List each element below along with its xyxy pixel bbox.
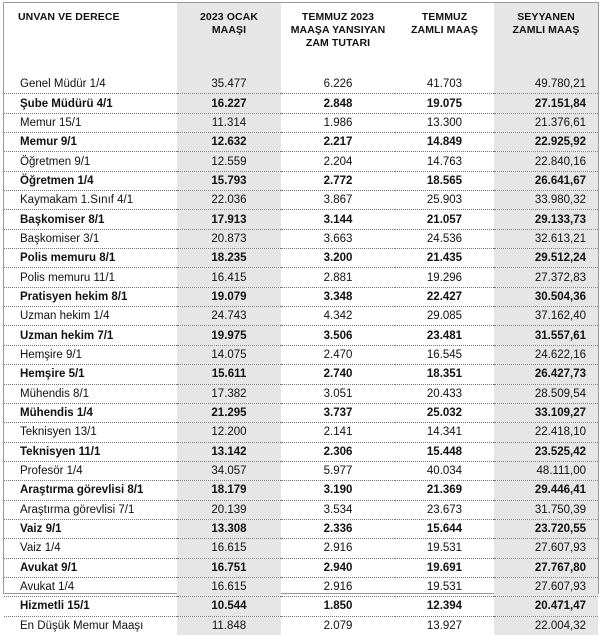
raise-amount-cell: 6.226	[281, 75, 395, 94]
raise-amount-cell: 3.190	[281, 481, 395, 500]
salary-table	[4, 3, 598, 635]
table-row	[4, 113, 598, 132]
table-row	[4, 210, 598, 229]
raise-amount-cell: 3.867	[281, 191, 395, 210]
flat-raise-salary-cell: 37.162,40	[494, 307, 598, 326]
table-row	[4, 307, 598, 326]
table-header	[4, 3, 598, 75]
flat-raise-salary-cell: 49.780,21	[494, 75, 598, 94]
flat-raise-salary-cell: 29.512,24	[494, 249, 598, 268]
title-cell: Şube Müdürü 4/1	[4, 94, 177, 113]
flat-raise-salary-cell: 27.151,84	[494, 94, 598, 113]
raise-amount-cell: 2.079	[323, 619, 353, 632]
raised-salary-cell: 14.763	[395, 152, 494, 171]
raise-amount-cell: 2.772	[281, 171, 395, 190]
flat-raise-salary-cell: 28.509,54	[494, 384, 598, 403]
title-cell: Profesör 1/4	[4, 461, 177, 480]
header-line: ZAM TUTARI	[305, 37, 371, 49]
raise-amount-cell: 3.534	[281, 500, 395, 519]
jan-salary-cell: 20.139	[177, 500, 281, 519]
flat-raise-salary-cell: 22.418,10	[494, 423, 598, 442]
raise-amount-cell: 3.506	[281, 326, 395, 345]
raise-amount-cell: 2.204	[281, 152, 395, 171]
table-row	[4, 249, 598, 268]
flat-raise-salary-cell: 23.720,55	[494, 519, 598, 538]
header-line: ZAMLI MAAŞ	[411, 24, 478, 36]
raised-salary-cell: 20.433	[395, 384, 494, 403]
raise-amount-cell: 2.217	[281, 133, 395, 152]
table-row	[4, 597, 598, 616]
jan-salary-cell: 34.057	[177, 461, 281, 480]
raised-salary-cell: 19.075	[395, 94, 494, 113]
flat-raise-salary-cell: 24.622,16	[494, 345, 598, 364]
jan-salary-cell: 15.793	[177, 171, 281, 190]
flat-raise-salary-cell: 32.613,21	[494, 229, 598, 248]
raised-salary-cell: 21.435	[395, 249, 494, 268]
jan-salary-cell: 21.295	[177, 403, 281, 422]
raised-salary-cell: 41.703	[395, 75, 494, 94]
raised-salary-cell: 14.341	[395, 423, 494, 442]
jan-salary-cell: 16.615	[177, 577, 281, 596]
header-line: TEMMUZ	[421, 11, 468, 23]
table-row	[4, 75, 598, 94]
raise-amount-cell: 4.342	[281, 307, 395, 326]
jan-salary-cell: 12.200	[177, 423, 281, 442]
raised-salary-cell: 18.565	[395, 171, 494, 190]
header-line: TEMMUZ 2023	[301, 11, 375, 23]
jan-salary-cell: 20.873	[177, 229, 281, 248]
title-cell: Hemşire 5/1	[4, 365, 177, 384]
title-cell: Teknisyen 13/1	[4, 423, 177, 442]
raised-salary-cell: 24.536	[395, 229, 494, 248]
raised-salary-cell: 23.481	[395, 326, 494, 345]
flat-raise-salary-cell: 30.504,36	[494, 287, 598, 306]
flat-raise-salary-cell: 26.641,67	[494, 171, 598, 190]
raise-amount-cell: 2.740	[281, 365, 395, 384]
jan-salary-cell: 14.075	[177, 345, 281, 364]
raise-amount-cell: 3.348	[281, 287, 395, 306]
title-cell: Vaiz 1/4	[4, 539, 177, 558]
title-cell: Başkomiser 8/1	[4, 210, 177, 229]
title-cell: Uzman hekim 7/1	[4, 326, 177, 345]
raise-amount-cell: 2.306	[281, 442, 395, 461]
title-cell: Hemşire 9/1	[4, 345, 177, 364]
raised-salary-cell: 25.032	[395, 403, 494, 422]
raise-amount-cell: 2.470	[281, 345, 395, 364]
header-row	[4, 3, 598, 75]
raised-salary-cell: 21.369	[395, 481, 494, 500]
title-cell: Memur 15/1	[4, 113, 177, 132]
title-cell: Vaiz 9/1	[4, 519, 177, 538]
table-row	[4, 577, 598, 596]
raised-salary-cell: 22.427	[395, 287, 494, 306]
raise-amount-cell: 3.663	[281, 229, 395, 248]
title-cell: Öğretmen 9/1	[4, 152, 177, 171]
header-jan-2023-salary	[177, 3, 281, 75]
flat-raise-salary-cell: 27.767,80	[494, 558, 598, 577]
jan-salary-cell: 19.975	[177, 326, 281, 345]
title-cell: Başkomiser 3/1	[4, 229, 177, 248]
flat-raise-salary-cell: 27.607,93	[494, 577, 598, 596]
title-cell: Avukat 9/1	[4, 558, 177, 577]
raised-salary-cell: 40.034	[395, 461, 494, 480]
raised-salary-cell: 25.903	[395, 191, 494, 210]
title-cell: Polis memuru 8/1	[4, 249, 177, 268]
raised-salary-cell: 12.394	[395, 597, 494, 616]
table-row	[4, 461, 598, 480]
jan-salary-cell: 18.179	[177, 481, 281, 500]
title-cell: Polis memuru 11/1	[4, 268, 177, 287]
raised-salary-cell: 15.448	[395, 442, 494, 461]
jan-salary-cell: 16.415	[177, 268, 281, 287]
flat-raise-salary-cell: 33.980,32	[494, 191, 598, 210]
title-cell: Hizmetli 15/1	[4, 597, 177, 616]
table-row	[4, 152, 598, 171]
table-row	[4, 326, 598, 345]
jan-salary-cell: 16.227	[177, 94, 281, 113]
raised-salary-cell: 13.927	[426, 619, 463, 632]
table-row	[4, 345, 598, 364]
raised-salary-cell: 18.351	[395, 365, 494, 384]
jan-salary-cell: 22.036	[177, 191, 281, 210]
title-cell: Pratisyen hekim 8/1	[4, 287, 177, 306]
title-cell: Mühendis 1/4	[4, 403, 177, 422]
raised-salary-cell: 19.531	[395, 539, 494, 558]
jan-salary-cell: 16.751	[177, 558, 281, 577]
title-cell: En Düşük Memur Maaşı	[20, 619, 144, 632]
header-line: SEYYANEN	[517, 11, 575, 23]
header-july-raise-amount	[281, 3, 395, 75]
header-flat-raise-salary	[494, 3, 598, 75]
flat-raise-salary-cell: 20.471,47	[494, 597, 598, 616]
table-row	[4, 442, 598, 461]
raised-salary-cell: 16.545	[395, 345, 494, 364]
title-cell: Uzman hekim 1/4	[4, 307, 177, 326]
flat-raise-salary-cell: 27.607,93	[494, 539, 598, 558]
header-title-rank	[4, 3, 177, 75]
jan-salary-cell: 13.142	[177, 442, 281, 461]
flat-raise-salary-cell: 22.840,16	[494, 152, 598, 171]
title-cell: Araştırma görevlisi 8/1	[4, 481, 177, 500]
jan-salary-cell: 12.632	[177, 133, 281, 152]
table-row	[4, 519, 598, 538]
jan-salary-cell: 17.913	[177, 210, 281, 229]
flat-raise-salary-cell: 33.109,27	[494, 403, 598, 422]
flat-raise-salary-cell: 29.133,73	[494, 210, 598, 229]
raised-salary-cell: 13.300	[395, 113, 494, 132]
header-line: UNVAN VE DERECE	[18, 11, 120, 23]
jan-salary-cell: 13.308	[177, 519, 281, 538]
raised-salary-cell: 23.673	[395, 500, 494, 519]
raise-amount-cell: 3.144	[281, 210, 395, 229]
header-line: 2023 OCAK	[199, 11, 259, 23]
raised-salary-cell: 19.691	[395, 558, 494, 577]
raise-amount-cell: 2.336	[281, 519, 395, 538]
flat-raise-salary-cell: 31.557,61	[494, 326, 598, 345]
table-body	[4, 75, 598, 635]
flat-raise-salary-cell: 23.525,42	[494, 442, 598, 461]
raised-salary-cell: 19.531	[395, 577, 494, 596]
flat-raise-salary-cell: 31.750,39	[494, 500, 598, 519]
jan-salary-cell: 17.382	[177, 384, 281, 403]
table-row	[4, 133, 598, 152]
jan-salary-cell: 16.615	[177, 539, 281, 558]
title-cell: Memur 9/1	[4, 133, 177, 152]
title-cell: Avukat 1/4	[4, 577, 177, 596]
raise-amount-cell: 1.850	[281, 597, 395, 616]
table-row	[4, 403, 598, 422]
flat-raise-salary-cell: 29.446,41	[494, 481, 598, 500]
table-row	[4, 365, 598, 384]
jan-salary-cell: 11.314	[177, 113, 281, 132]
raise-amount-cell: 3.737	[281, 403, 395, 422]
jan-salary-cell: 19.079	[177, 287, 281, 306]
table-row	[4, 229, 598, 248]
raise-amount-cell: 3.200	[281, 249, 395, 268]
table-row	[4, 500, 598, 519]
raised-salary-cell: 15.644	[395, 519, 494, 538]
title-cell: Genel Müdür 1/4	[4, 75, 177, 94]
jan-salary-cell: 11.848	[177, 616, 281, 635]
flat-raise-salary-cell: 48.111,00	[494, 461, 598, 480]
title-cell: Araştırma görevlisi 7/1	[4, 500, 177, 519]
raised-salary-cell: 14.849	[395, 133, 494, 152]
raise-amount-cell: 2.916	[281, 539, 395, 558]
raised-salary-cell: 19.296	[395, 268, 494, 287]
header-line: MAAŞI	[211, 24, 247, 36]
header-line: MAAŞA YANSIYAN	[290, 24, 386, 36]
title-cell: Kaymakam 1.Sınıf 4/1	[4, 191, 177, 210]
flat-raise-salary-cell: 27.372,83	[494, 268, 598, 287]
jan-salary-cell: 35.477	[177, 75, 281, 94]
raise-amount-cell: 5.977	[281, 461, 395, 480]
jan-salary-cell: 18.235	[177, 249, 281, 268]
table-row	[4, 171, 598, 190]
raise-amount-cell: 2.940	[281, 558, 395, 577]
flat-raise-salary-cell: 21.376,61	[494, 113, 598, 132]
table-row	[4, 287, 598, 306]
table-row	[4, 558, 598, 577]
raise-amount-cell: 3.051	[281, 384, 395, 403]
header-july-raised-salary	[395, 3, 494, 75]
jan-salary-cell: 15.611	[177, 365, 281, 384]
title-cell: Mühendis 8/1	[4, 384, 177, 403]
table-row	[4, 94, 598, 113]
table-row	[4, 481, 598, 500]
raise-amount-cell: 2.916	[281, 577, 395, 596]
table-row	[4, 539, 598, 558]
title-cell: Öğretmen 1/4	[4, 171, 177, 190]
raise-amount-cell: 2.141	[281, 423, 395, 442]
jan-salary-cell: 24.743	[177, 307, 281, 326]
table-row	[4, 423, 598, 442]
title-cell: Teknisyen 11/1	[4, 442, 177, 461]
flat-raise-salary-cell: 26.427,73	[494, 365, 598, 384]
table-row	[4, 191, 598, 210]
flat-raise-salary-cell: 22.004,32	[494, 616, 598, 635]
raise-amount-cell: 2.848	[281, 94, 395, 113]
table-row	[4, 384, 598, 403]
raised-salary-cell: 21.057	[395, 210, 494, 229]
raise-amount-cell: 2.881	[281, 268, 395, 287]
table-row	[4, 268, 598, 287]
raised-salary-cell: 29.085	[395, 307, 494, 326]
raise-amount-cell: 1.986	[281, 113, 395, 132]
jan-salary-cell: 10.544	[177, 597, 281, 616]
flat-raise-salary-cell: 22.925,92	[494, 133, 598, 152]
table-row	[4, 616, 598, 635]
header-line: ZAMLI MAAŞ	[512, 24, 580, 36]
jan-salary-cell: 12.559	[177, 152, 281, 171]
